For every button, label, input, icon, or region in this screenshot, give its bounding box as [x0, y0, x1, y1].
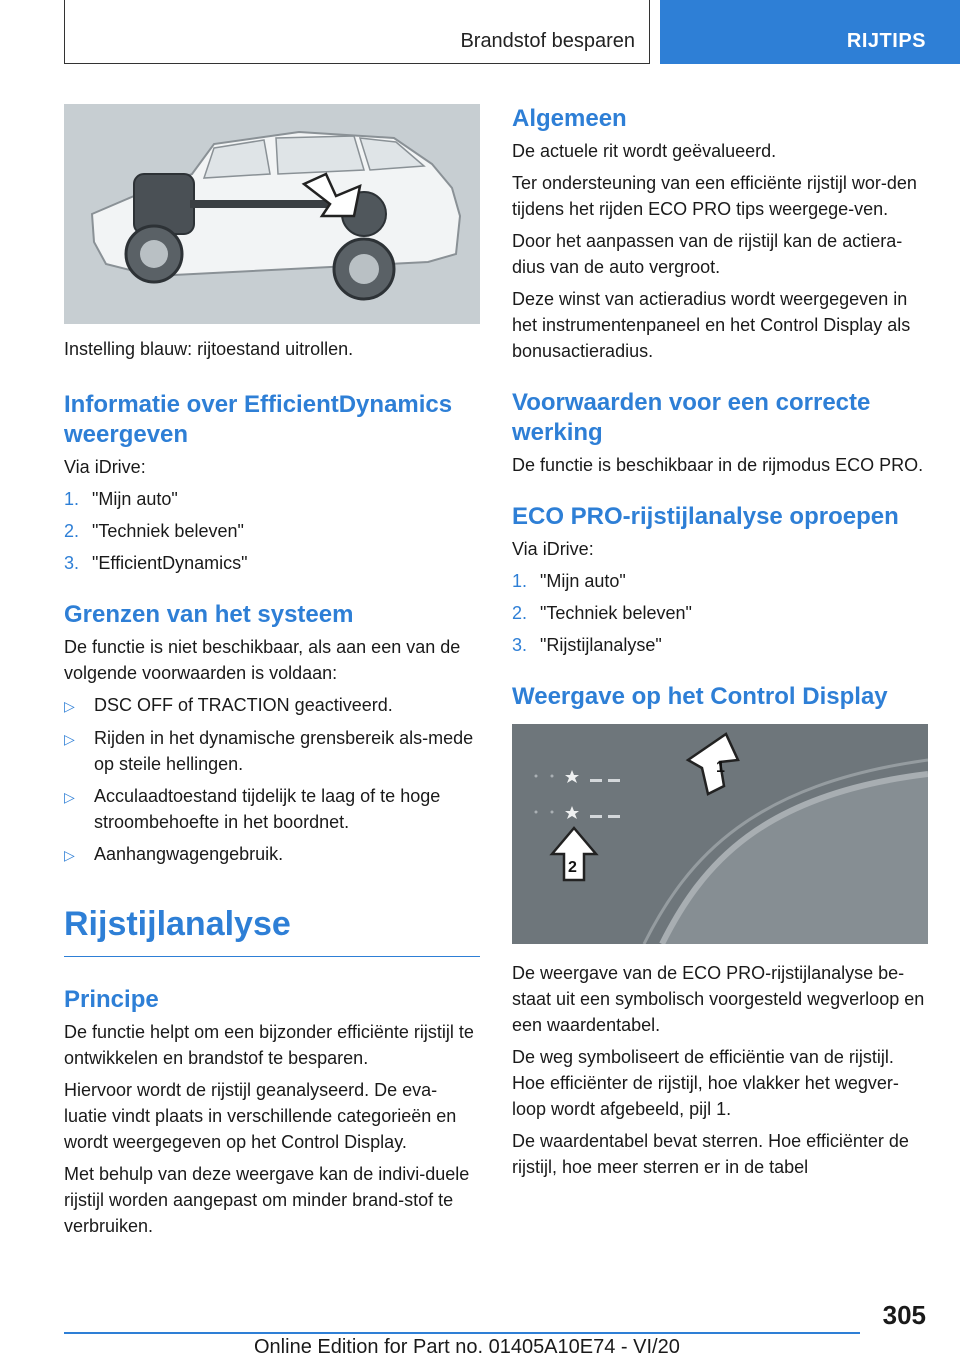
heading-principle: Principe [64, 986, 159, 1013]
display-paragraph: De waardentabel bevat sterren. Hoe efficiënter de rijstijl, hoe meer sterren er in de tabel [512, 1131, 909, 1177]
control-display-figure [512, 724, 928, 944]
heading-conditions: Voorwaarden voor een correcte werking [512, 389, 871, 446]
header-chapter-label: RIJTIPS [846, 30, 926, 52]
header-chapter-tab[interactable] [660, 0, 960, 64]
list-item: ▷ Rijden in het dynamische grensbereik als-mede op steile hellingen. [64, 725, 480, 777]
heading-rijstijlanalyse: Rijstijlanalyse [64, 902, 480, 957]
general-paragraph: De actuele rit wordt geëvalueerd. [512, 141, 777, 161]
footer-edition: Online Edition for Part no. 01405A10E74 - VI/20 [254, 1336, 680, 1358]
figure-caption: Instelling blauw: rijtoestand uitrollen. [64, 339, 354, 359]
call-steps-list [512, 568, 928, 658]
limits-list [64, 692, 480, 868]
list-item: ▷ Aanhangwagengebruik. [64, 841, 480, 868]
list-item: ▷ Acculaadtoestand tijdelijk te laag of te hoge stroombehoefte in het boordnet. [64, 783, 480, 835]
general-paragraph: Deze winst van actieradius wordt weergegeven in het instrumentenpaneel en het Control Display als bonusactieradius. [512, 289, 911, 361]
right-column [512, 104, 928, 1186]
heading-system-limits: Grenzen van het systeem [64, 601, 354, 628]
triangle-bullet-icon: ▷ [64, 789, 75, 805]
triangle-bullet-icon: ▷ [64, 698, 75, 714]
footer-divider [64, 1332, 860, 1334]
list-item: 3. "EfficientDynamics" [64, 553, 248, 573]
general-paragraph: Door het aanpassen van de rijstijl kan de actiera-dius van de auto vergroot. [512, 231, 903, 277]
car-drivetrain-figure [64, 104, 480, 324]
heading-info-efficientdynamics: Informatie over EfficientDynamics weergeven [64, 391, 453, 448]
car-drivetrain-illustration [64, 104, 480, 324]
arrow-2-label: 2 [568, 859, 577, 876]
display-paragraph: De weg symboliseert de efficiëntie van de rijstijl. Hoe efficiënter de rijstijl, hoe vlakker het wegver-loop wordt afgebeeld, pijl 1. [512, 1047, 899, 1119]
arrow-1-label: 1 [716, 759, 725, 776]
header-section-box [64, 0, 650, 64]
heading-control-display: Weergave op het Control Display [512, 683, 888, 710]
page-number: 305 [882, 1300, 926, 1330]
list-item: 2. "Techniek beleven" [512, 603, 692, 623]
info-via-idrive: Via iDrive: [64, 457, 146, 477]
heading-call-analysis: ECO PRO-rijstijlanalyse oproepen [512, 503, 899, 530]
triangle-bullet-icon: ▷ [64, 847, 75, 863]
list-item: 2. "Techniek beleven" [64, 521, 244, 541]
principle-paragraph: Hiervoor wordt de rijstijl geanalyseerd. De eva-luatie vindt plaats in verschillende categorieën en wordt weergegeven op het Control Display. [64, 1080, 457, 1152]
list-item: 1. "Mijn auto" [64, 489, 178, 509]
limits-intro: De functie is niet beschikbaar, als aan een van de volgende voorwaarden is voldaan: [64, 637, 461, 683]
heading-general: Algemeen [512, 105, 627, 132]
control-display-illustration [512, 724, 928, 944]
list-item: 3. "Rijstijlanalyse" [512, 635, 662, 655]
display-paragraph: De weergave van de ECO PRO-rijstijlanalyse be-staat uit een symbolisch voorgesteld wegverloop en een waardentabel. [512, 963, 925, 1035]
list-item: 1. "Mijn auto" [512, 571, 626, 591]
principle-paragraph: Met behulp van deze weergave kan de indivi-duele rijstijl worden aangepast om minder brand-stof te verbruiken. [64, 1164, 470, 1236]
general-paragraph: Ter ondersteuning van een efficiënte rijstijl wor-den tijdens het rijden ECO PRO tips weergege-ven. [512, 173, 917, 219]
left-column [64, 104, 480, 1245]
conditions-paragraph: De functie is beschikbaar in de rijmodus ECO PRO. [512, 455, 924, 475]
info-steps-list [64, 486, 480, 576]
call-via-idrive: Via iDrive: [512, 539, 594, 559]
triangle-bullet-icon: ▷ [64, 731, 75, 747]
list-item: ▷ DSC OFF of TRACTION geactiveerd. [64, 692, 480, 719]
header-section-title: Brandstof besparen [460, 30, 635, 52]
principle-paragraph: De functie helpt om een bijzonder efficiënte rijstijl te ontwikkelen en brandstof te besparen. [64, 1022, 474, 1068]
